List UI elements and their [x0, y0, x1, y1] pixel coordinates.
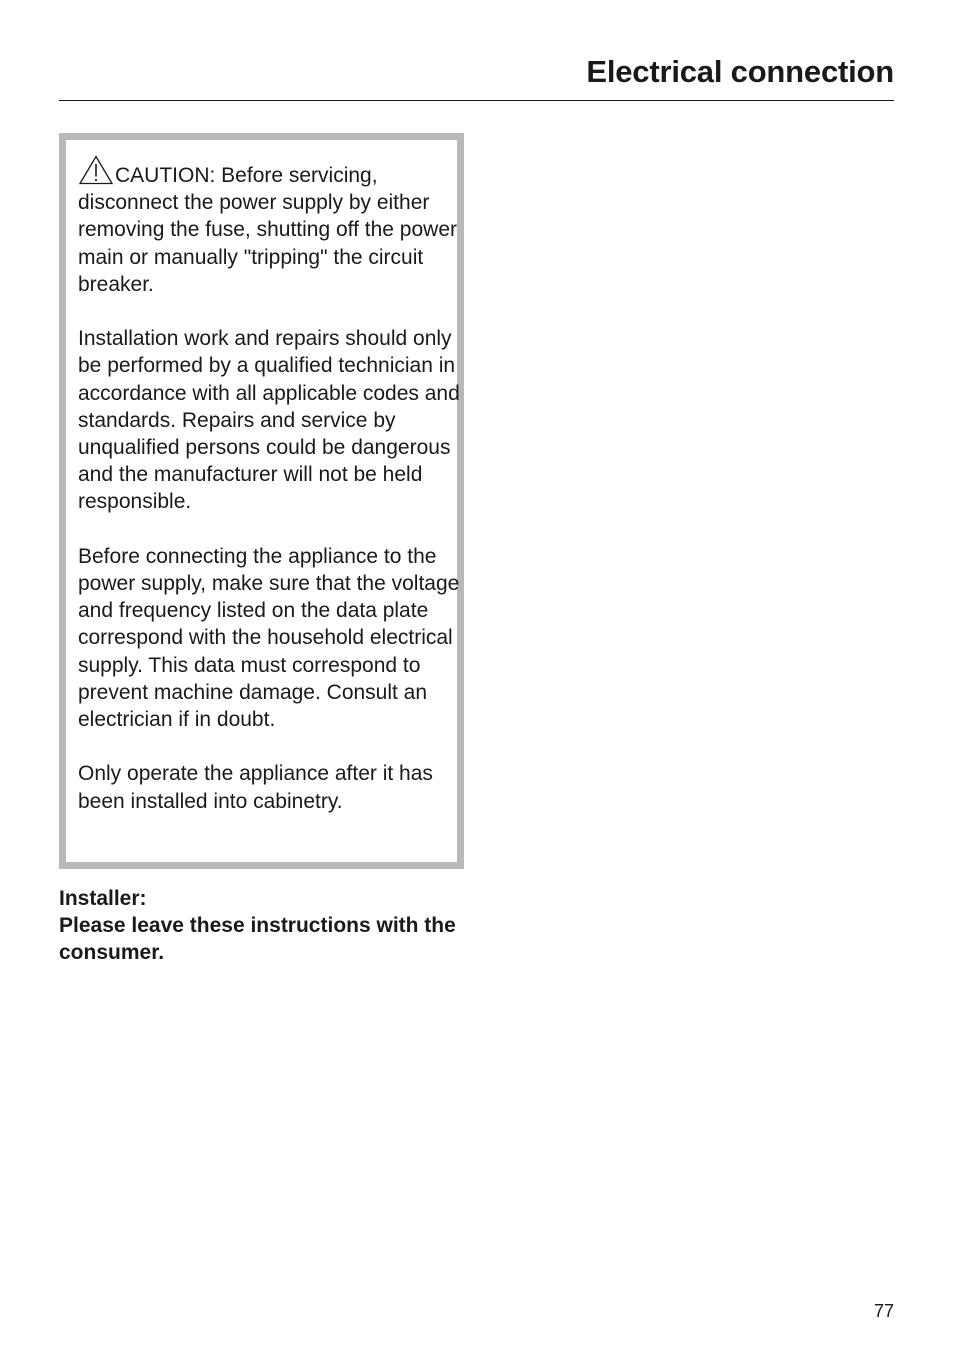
page-title: Electrical connection: [586, 54, 894, 89]
caution-paragraph: [78, 155, 468, 298]
installer-label: Installer:: [59, 887, 147, 910]
installer-instruction: Please leave these instructions with the consumer.: [59, 914, 456, 965]
caution-paragraph: Before connecting the appliance to the power supply, make sure that the voltage and frequency listed on the data plate correspond with the household electrical supply. This data must correspond to prevent machine damage. Consult an electrician if in doubt.: [78, 544, 460, 732]
caution-box: [59, 133, 464, 869]
page-number: 77: [873, 1301, 894, 1321]
title-divider: [59, 100, 894, 101]
caution-paragraph: Only operate the appliance after it has been installed into cabinetry.: [78, 762, 433, 813]
installer-note: [59, 885, 469, 967]
caution-text: [78, 155, 468, 815]
caution-paragraph-text: CAUTION: Before servicing, disconnect the power supply by either removing the fuse, shutting off the power main or manually "tripping" the circuit breaker.: [78, 164, 458, 296]
warning-triangle-icon: [78, 155, 114, 185]
caution-paragraph: Installation work and repairs should only be performed by a qualified technician in accordance with all applicable codes and standards. Repairs and service by unqualified persons could be dangerous and the manufacturer will not be held responsible.: [78, 327, 460, 514]
